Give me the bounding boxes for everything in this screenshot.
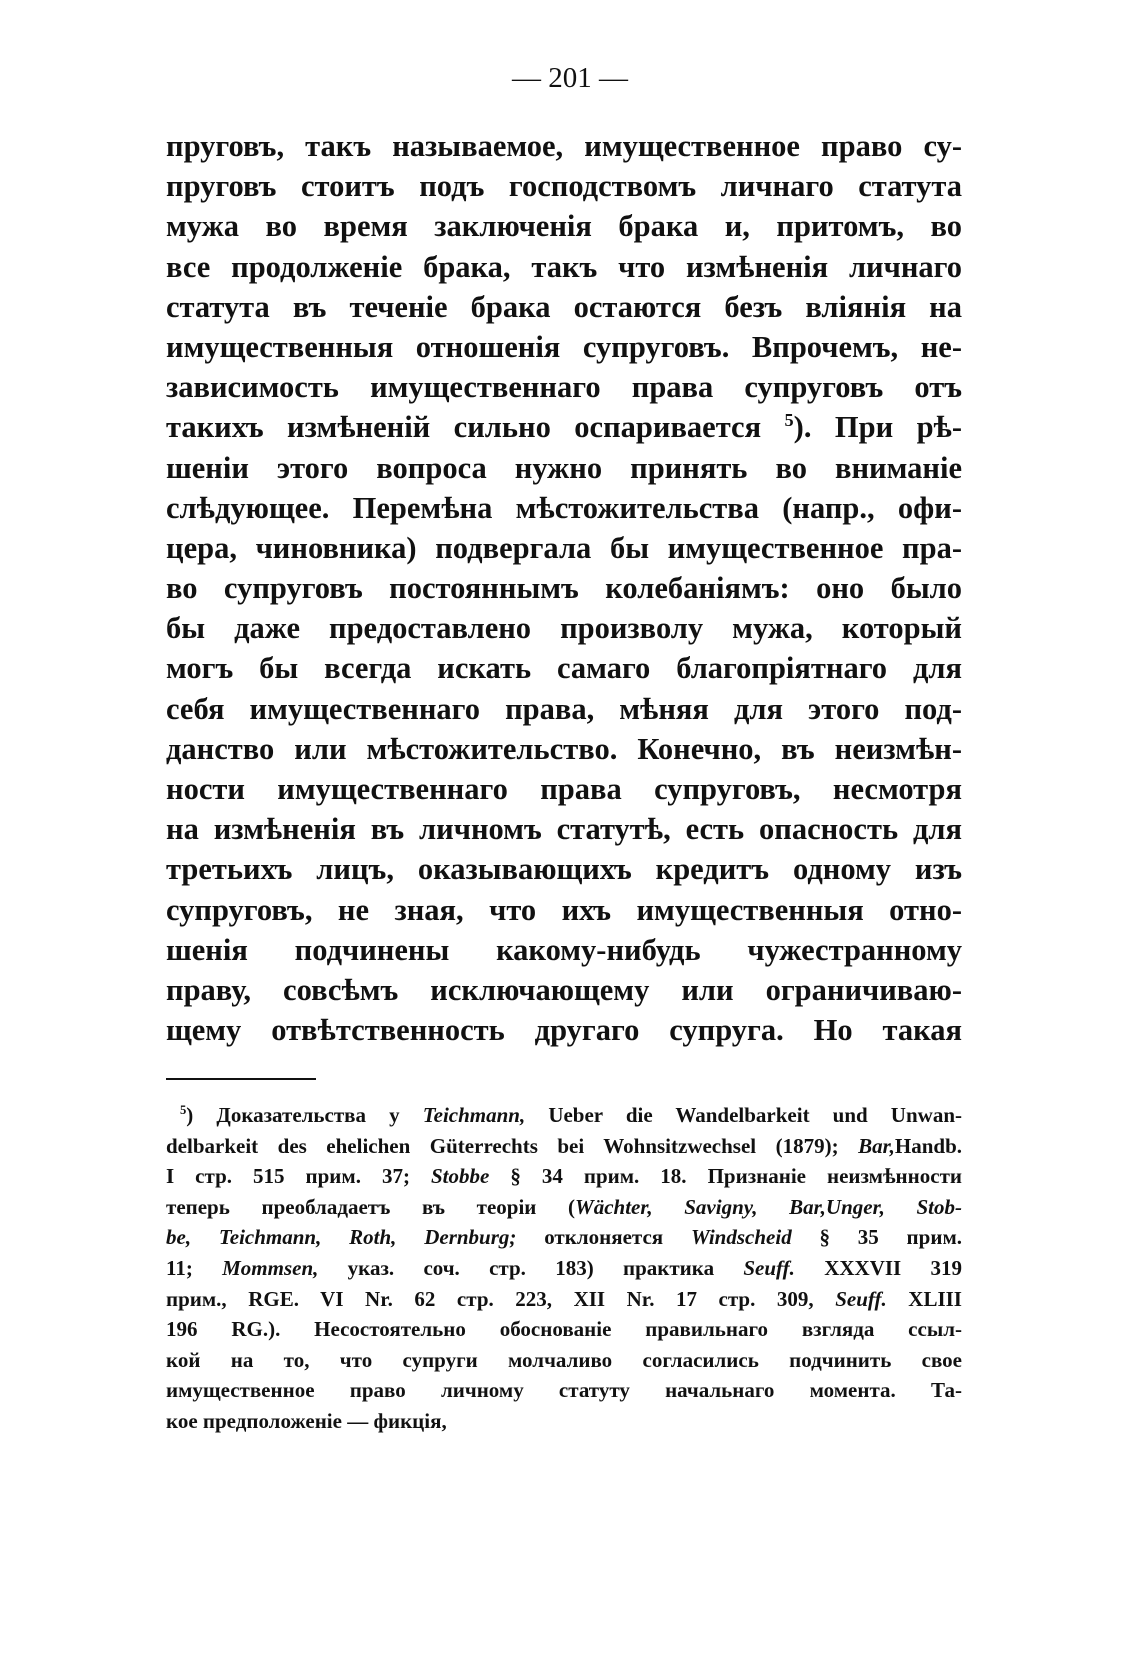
footnote-line: кое предположеніе — фикція, bbox=[166, 1408, 447, 1433]
footnote-author: Seuff. bbox=[743, 1255, 795, 1280]
footnote-text: delbarkeit des ehelichen Güterrechts bei Wohnsitzwechsel (1879); bbox=[166, 1133, 859, 1158]
body-line: пруговъ, такъ называемое, имущественное право су- bbox=[166, 129, 962, 163]
body-line: имущественныя отношенія супруговъ. Впрочемъ, не- bbox=[166, 329, 962, 364]
footnote-text: теперь преобладаетъ въ теоріи ( bbox=[166, 1194, 576, 1219]
footnote bbox=[166, 1100, 962, 1437]
footnote-line: имущественное право личному статуту начальнаго момента. Та- bbox=[166, 1378, 962, 1403]
body-line: зависимость имущественнаго права супруговъ отъ bbox=[166, 370, 962, 405]
footnote-text: прим., RGE. VI Nr. 62 стр. 223, XII Nr. 17 стр. 309, bbox=[166, 1286, 836, 1311]
body-line: себя имущественнаго права, мѣняя для этого под- bbox=[166, 691, 962, 726]
body-text bbox=[166, 126, 962, 1050]
body-line-with-footnote-ref bbox=[166, 407, 962, 447]
body-line: пруговъ стоитъ подъ господствомъ личнаго статута bbox=[166, 169, 962, 204]
body-line-tail: ). При рѣ- bbox=[793, 410, 962, 445]
footnote-author: Wächter, Savigny, Bar,Unger, Stob- bbox=[575, 1194, 962, 1219]
footnote-text: отклоняется bbox=[516, 1225, 691, 1250]
footnote-author: Windscheid bbox=[690, 1225, 792, 1250]
footnote-author: Teichmann, bbox=[422, 1103, 526, 1127]
footnote-reference: 5 bbox=[784, 410, 794, 431]
body-line: мужа во время заключенія брака и, притомъ, во bbox=[166, 209, 962, 244]
body-line: праву, совсѣмъ исключающему или ограничиваю- bbox=[166, 972, 962, 1007]
body-line: слѣдующее. Перемѣна мѣстожительства (напр., офи- bbox=[166, 490, 962, 525]
footnote-author: be, Teichmann, Roth, Dernburg; bbox=[166, 1225, 517, 1250]
footnote-line bbox=[166, 1284, 962, 1315]
footnote-line bbox=[166, 1192, 962, 1223]
footnote-text: XLIII bbox=[886, 1286, 962, 1311]
footnote-text: I стр. 515 прим. 37; bbox=[166, 1164, 431, 1189]
body-line: могъ бы всегда искать самаго благопріятнаго для bbox=[166, 651, 962, 686]
footnote-text: 11; bbox=[166, 1255, 223, 1280]
body-line: шенія подчинены какому-нибудь чужестранному bbox=[166, 932, 962, 967]
page-number: — 201 — bbox=[512, 62, 628, 94]
body-line: ности имущественнаго права супруговъ, несмотря bbox=[166, 772, 962, 806]
footnote-text: XXXVII 319 bbox=[794, 1255, 962, 1280]
body-line: статута въ теченіе брака остаются безъ вліянія на bbox=[166, 289, 962, 324]
body-line: шеніи этого вопроса нужно принять во вниманіе bbox=[166, 450, 962, 485]
footnote-author: Stobbe bbox=[430, 1164, 490, 1189]
footnote-text: указ. соч. стр. 183) практика bbox=[318, 1255, 744, 1280]
footnote-line bbox=[166, 1253, 962, 1284]
footnote-marker: 5 bbox=[180, 1103, 187, 1117]
footnote-divider bbox=[166, 1078, 316, 1080]
footnote-line bbox=[166, 1131, 962, 1162]
body-line: цера, чиновника) подвергала бы имущественное пра- bbox=[166, 530, 962, 565]
body-line: все продолженіе брака, такъ что измѣненія личнаго bbox=[166, 249, 962, 284]
body-line: бы даже предоставлено произволу мужа, который bbox=[166, 611, 962, 646]
body-line-text: такихъ измѣненій сильно оспаривается bbox=[166, 410, 762, 445]
footnote-text: § 34 прим. 18. Признаніе неизмѣнности bbox=[489, 1164, 962, 1189]
body-line: третьихъ лицъ, оказывающихъ кредитъ одному изъ bbox=[166, 852, 962, 887]
footnote-text: ) Доказательства у bbox=[186, 1103, 423, 1127]
footnote-line bbox=[166, 1161, 962, 1192]
body-line: щему отвѣтственность другаго супруга. Но такая bbox=[166, 1013, 962, 1048]
body-line: данство или мѣстожительство. Конечно, въ неизмѣн- bbox=[166, 731, 962, 766]
footnote-author: Mommsen, bbox=[222, 1255, 319, 1280]
body-line: супруговъ, не зная, что ихъ имущественныя отно- bbox=[166, 892, 962, 927]
body-line: на измѣненія въ личномъ статутѣ, есть опасность для bbox=[166, 812, 962, 847]
footnote-line bbox=[166, 1100, 962, 1131]
footnote-line: кой на то, что супруги молчаливо согласились подчинить свое bbox=[166, 1347, 962, 1372]
footnote-line bbox=[166, 1222, 962, 1253]
footnote-text: Ueber die Wandelbarkeit und Unwan- bbox=[525, 1103, 962, 1127]
footnote-author: Bar, bbox=[858, 1133, 895, 1158]
footnote-text: Handb. bbox=[894, 1133, 962, 1158]
body-line: во супруговъ постояннымъ колебаніямъ: оно было bbox=[166, 571, 962, 606]
footnote-text: § 35 прим. bbox=[791, 1225, 962, 1250]
footnote-line: 196 RG.). Несостоятельно обоснованіе правильнаго взгляда ссыл- bbox=[166, 1317, 962, 1342]
footnote-author: Seuff. bbox=[835, 1286, 887, 1311]
